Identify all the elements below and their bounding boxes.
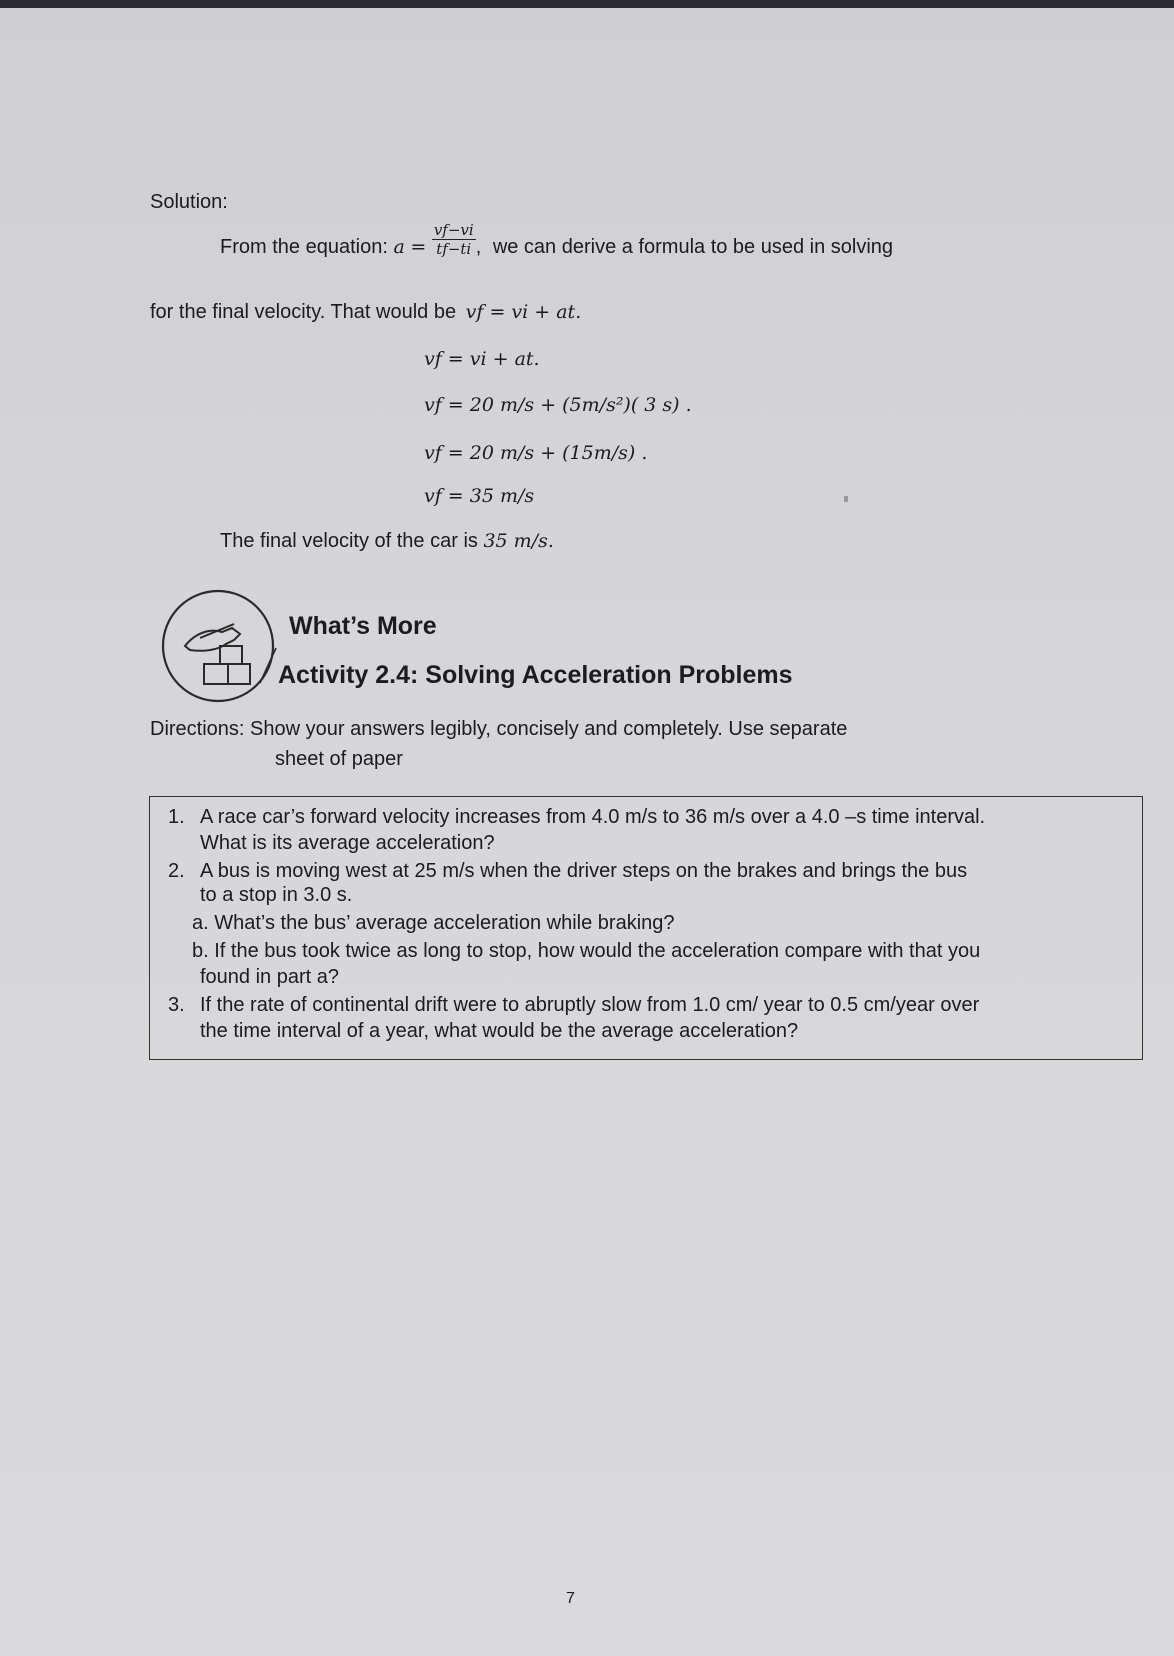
stray-mark <box>844 496 848 502</box>
equals-sign: = <box>410 236 427 258</box>
problem-3-line-2: the time interval of a year, what would be the average acceleration? <box>200 1020 799 1042</box>
fraction-denominator: tf−ti <box>436 240 472 259</box>
step-4: vf = 35 m/s <box>424 485 535 507</box>
comma: , <box>475 236 482 258</box>
page-number: 7 <box>566 1590 575 1607</box>
problem-2-line-2: to a stop in 3.0 s. <box>200 884 353 906</box>
problem-1-line-1: A race car’s forward velocity increases from 4.0 m/s to 36 m/s over a 4.0 –s time interval. <box>200 806 986 828</box>
section-title: What’s More <box>289 612 437 640</box>
conclusion-value: 35 m/s. <box>483 530 554 552</box>
directions-text-2: sheet of paper <box>275 748 403 770</box>
directions <box>150 718 847 741</box>
a-symbol: a <box>393 236 405 258</box>
conclusion-prefix: The final velocity of the car is <box>220 530 478 552</box>
acceleration-fraction <box>432 221 476 258</box>
line2-formula: vf = vi + at. <box>465 301 582 323</box>
writing-hand-icon <box>160 588 280 709</box>
problem-3-line-1: If the rate of continental drift were to abruptly slow from 1.0 cm/ year to 0.5 cm/year over <box>200 994 980 1016</box>
problem-2-number: 2. <box>168 860 185 882</box>
fraction-numerator: vf−vi <box>433 221 474 240</box>
step-3: vf = 20 m/s + (15m/s) . <box>424 442 648 464</box>
step-1: vf = vi + at. <box>424 348 540 370</box>
intro-line <box>220 221 894 259</box>
line2-prefix: for the final velocity. That would be <box>150 301 457 323</box>
activity-title: Activity 2.4: Solving Acceleration Problems <box>278 661 793 689</box>
problem-2b-line-2: found in part a? <box>200 966 339 988</box>
problem-1-number: 1. <box>168 806 185 828</box>
intro-prefix: From the equation: <box>220 236 388 258</box>
top-edge <box>0 0 1174 8</box>
problem-2-line-1: A bus is moving west at 25 m/s when the driver steps on the brakes and brings the bus <box>200 860 968 882</box>
problem-3-number: 3. <box>168 994 185 1016</box>
problem-2b-line-1: b. If the bus took twice as long to stop, how would the acceleration compare with that you <box>192 940 981 962</box>
problem-2a: a. What’s the bus’ average acceleration while braking? <box>192 912 675 934</box>
line2 <box>150 301 581 324</box>
conclusion <box>220 530 554 553</box>
intro-suffix: we can derive a formula to be used in solving <box>492 236 894 258</box>
directions-label: Directions: <box>150 718 245 740</box>
directions-text: Show your answers legibly, concisely and completely. Use separate <box>250 718 848 740</box>
solution-label: Solution: <box>150 191 228 213</box>
problem-1-line-2: What is its average acceleration? <box>200 832 495 854</box>
step-2: vf = 20 m/s + (5m/s²)( 3 s) . <box>424 394 692 416</box>
